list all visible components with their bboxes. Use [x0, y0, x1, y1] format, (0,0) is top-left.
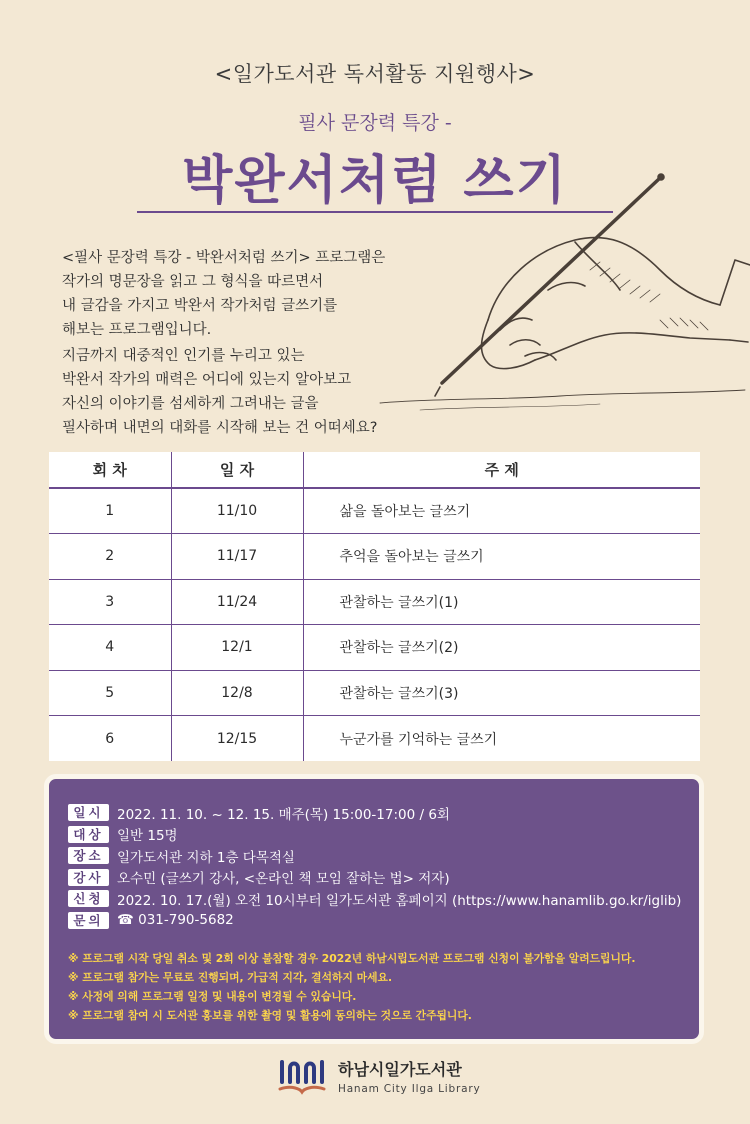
- table-row: [49, 488, 700, 534]
- footer-text: [338, 1057, 480, 1095]
- date-cell: 11/10: [171, 488, 303, 534]
- info-row-datetime: [68, 802, 681, 824]
- table-row: [49, 670, 700, 716]
- date-cell: 12/15: [171, 716, 303, 762]
- intro-paragraph-2: [62, 344, 422, 440]
- date-cell: 12/1: [171, 625, 303, 671]
- session-cell: 3: [49, 579, 171, 625]
- intro-line: 작가의 명문장을 읽고 그 형식을 따르면서: [62, 274, 324, 290]
- intro-line: 내 글감을 가지고 박완서 작가처럼 글쓰기를: [62, 298, 338, 314]
- info-label: 신청: [68, 890, 109, 907]
- info-row-contact: [68, 910, 681, 932]
- library-name: 하남시일가도서관: [338, 1060, 462, 1079]
- info-value: ☎ 031-790-5682: [117, 912, 234, 929]
- page-title: 박완서처럼 쓰기: [182, 151, 568, 211]
- info-value: 일가도서관 지하 1층 다목적실: [117, 849, 295, 866]
- footer: [276, 1056, 480, 1096]
- notice-item: ※ 프로그램 참여 시 도서관 홍보를 위한 촬영 및 활용에 동의하는 것으로 간주됩니다.: [68, 1009, 472, 1022]
- session-cell: 2: [49, 534, 171, 580]
- info-box: [44, 774, 704, 1044]
- info-list: [68, 802, 681, 931]
- info-value: 일반 15명: [117, 828, 178, 845]
- notice-item: ※ 프로그램 시작 당일 취소 및 2회 이상 불참할 경우 2022년 하남시립도서관 프로그램 신청이 불가함을 알려드립니다.: [68, 952, 636, 965]
- intro-line: 필사하며 내면의 대화를 시작해 보는 건 어떠세요?: [62, 420, 378, 436]
- notice-list: [68, 949, 635, 1025]
- session-cell: 6: [49, 716, 171, 762]
- table-row: [49, 534, 700, 580]
- table-row: [49, 716, 700, 762]
- intro-line: 박완서 작가의 매력은 어디에 있는지 알아보고: [62, 372, 352, 388]
- info-label: 일시: [68, 804, 109, 821]
- date-cell: 11/24: [171, 579, 303, 625]
- topic-cell: 관찰하는 글쓰기(1): [303, 579, 700, 625]
- library-logo-icon: [276, 1056, 328, 1096]
- subtitle: 필사 문장력 특강 -: [298, 112, 452, 134]
- topic-cell: 삶을 돌아보는 글쓰기: [303, 488, 700, 534]
- info-row-target: [68, 824, 681, 846]
- info-row-instructor: [68, 867, 681, 889]
- notice-item: ※ 사정에 의해 프로그램 일정 및 내용이 변경될 수 있습니다.: [68, 990, 357, 1003]
- header-topic: 주 제: [303, 452, 700, 488]
- intro-line: <필사 문장력 특강 - 박완서처럼 쓰기> 프로그램은: [62, 250, 386, 266]
- header-date: 일 자: [171, 452, 303, 488]
- info-row-application: [68, 888, 681, 910]
- library-name-en: Hanam City Ilga Library: [338, 1083, 481, 1095]
- info-value: 오수민 (글쓰기 강사, <온라인 책 모임 잘하는 법> 저자): [117, 871, 450, 888]
- info-label: 문의: [68, 912, 109, 929]
- schedule-table: [49, 452, 700, 761]
- intro-paragraph-1: [62, 246, 422, 342]
- session-cell: 5: [49, 670, 171, 716]
- info-label: 장소: [68, 847, 109, 864]
- date-cell: 11/17: [171, 534, 303, 580]
- topic-cell: 누군가를 기억하는 글쓰기: [303, 716, 700, 762]
- intro-line: 자신의 이야기를 섬세하게 그려내는 글을: [62, 396, 319, 412]
- header-session: 회 차: [49, 452, 171, 488]
- table-row: [49, 625, 700, 671]
- info-value: 2022. 10. 17.(월) 오전 10시부터 일가도서관 홈페이지 (https://www.hanamlib.go.kr/iglib): [117, 892, 682, 909]
- topic-cell: 관찰하는 글쓰기(2): [303, 625, 700, 671]
- topic-cell: 추억을 돌아보는 글쓰기: [303, 534, 700, 580]
- info-value: 2022. 11. 10. ~ 12. 15. 매주(목) 15:00-17:00 / 6회: [117, 806, 450, 823]
- session-cell: 4: [49, 625, 171, 671]
- event-tag: <일가도서관 독서활동 지원행사>: [214, 62, 536, 86]
- topic-cell: 관찰하는 글쓰기(3): [303, 670, 700, 716]
- info-row-place: [68, 845, 681, 867]
- intro-line: 해보는 프로그램입니다.: [62, 322, 212, 338]
- table-header-row: [49, 452, 700, 488]
- info-label: 대상: [68, 826, 109, 843]
- table-row: [49, 579, 700, 625]
- date-cell: 12/8: [171, 670, 303, 716]
- intro-line: 지금까지 대중적인 인기를 누리고 있는: [62, 348, 305, 364]
- notice-item: ※ 프로그램 참가는 무료로 진행되며, 가급적 지각, 결석하지 마세요.: [68, 971, 393, 984]
- session-cell: 1: [49, 488, 171, 534]
- info-label: 강사: [68, 869, 109, 886]
